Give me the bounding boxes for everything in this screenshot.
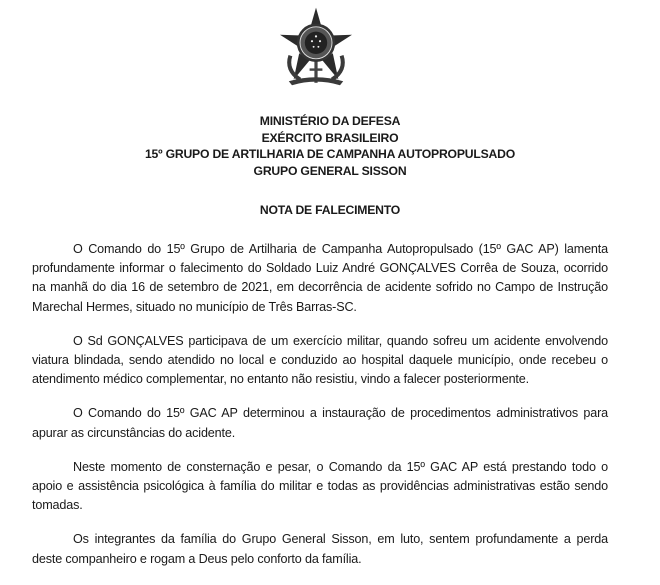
paragraph: Neste momento de consternação e pesar, o Comando da 15º GAC AP está prestando todo o apoio e assistência psicológica à família do militar e todas as providências administrativas estão sendo tomadas. [32,459,608,513]
paragraph: O Comando do 15º GAC AP determinou a instauração de procedimentos administrativos para apurar as circunstâncias do acidente. [32,406,608,440]
army-name: EXÉRCITO BRASILEIRO [261,130,399,145]
unit-name: 15º GRUPO DE ARTILHARIA DE CAMPANHA AUTOPROPULSADO [144,147,516,161]
unit-nickname: GRUPO GENERAL SISSON [253,163,407,178]
paragraph: Os integrantes da família do Grupo General Sisson, em luto, sentem profundamente a perda deste companheiro e rogam a Deus pelo conforto da família. [32,532,608,566]
letterhead [0,113,660,179]
ministry-name: MINISTÉRIO DA DEFESA [259,114,401,128]
paragraph: O Sd GONÇALVES participava de um exercício militar, quando sofreu um acidente envolvendo viatura blindada, sendo atendido no local e conduzido ao hospital daquele município, onde recebeu o atendimento médico complementar, no entanto não resistiu, vindo a falecer posteriormente. [32,333,608,387]
document-body [32,240,608,569]
paragraph: O Comando do 15º Grupo de Artilharia de Campanha Autopropulsado (15º GAC AP) lamenta profundamente informar o falecimento do Soldado Luiz André GONÇALVES Corrêa de Souza, ocorrido na manhã do dia 16 de setembro de 2021, em decorrência de acidente sofrido no Campo de Instrução Marechal Hermes, situado no município de Três Barras-SC. [32,242,608,314]
national-coat-of-arms-emblem [276,6,356,86]
document-title: NOTA DE FALECIMENTO [259,203,401,217]
